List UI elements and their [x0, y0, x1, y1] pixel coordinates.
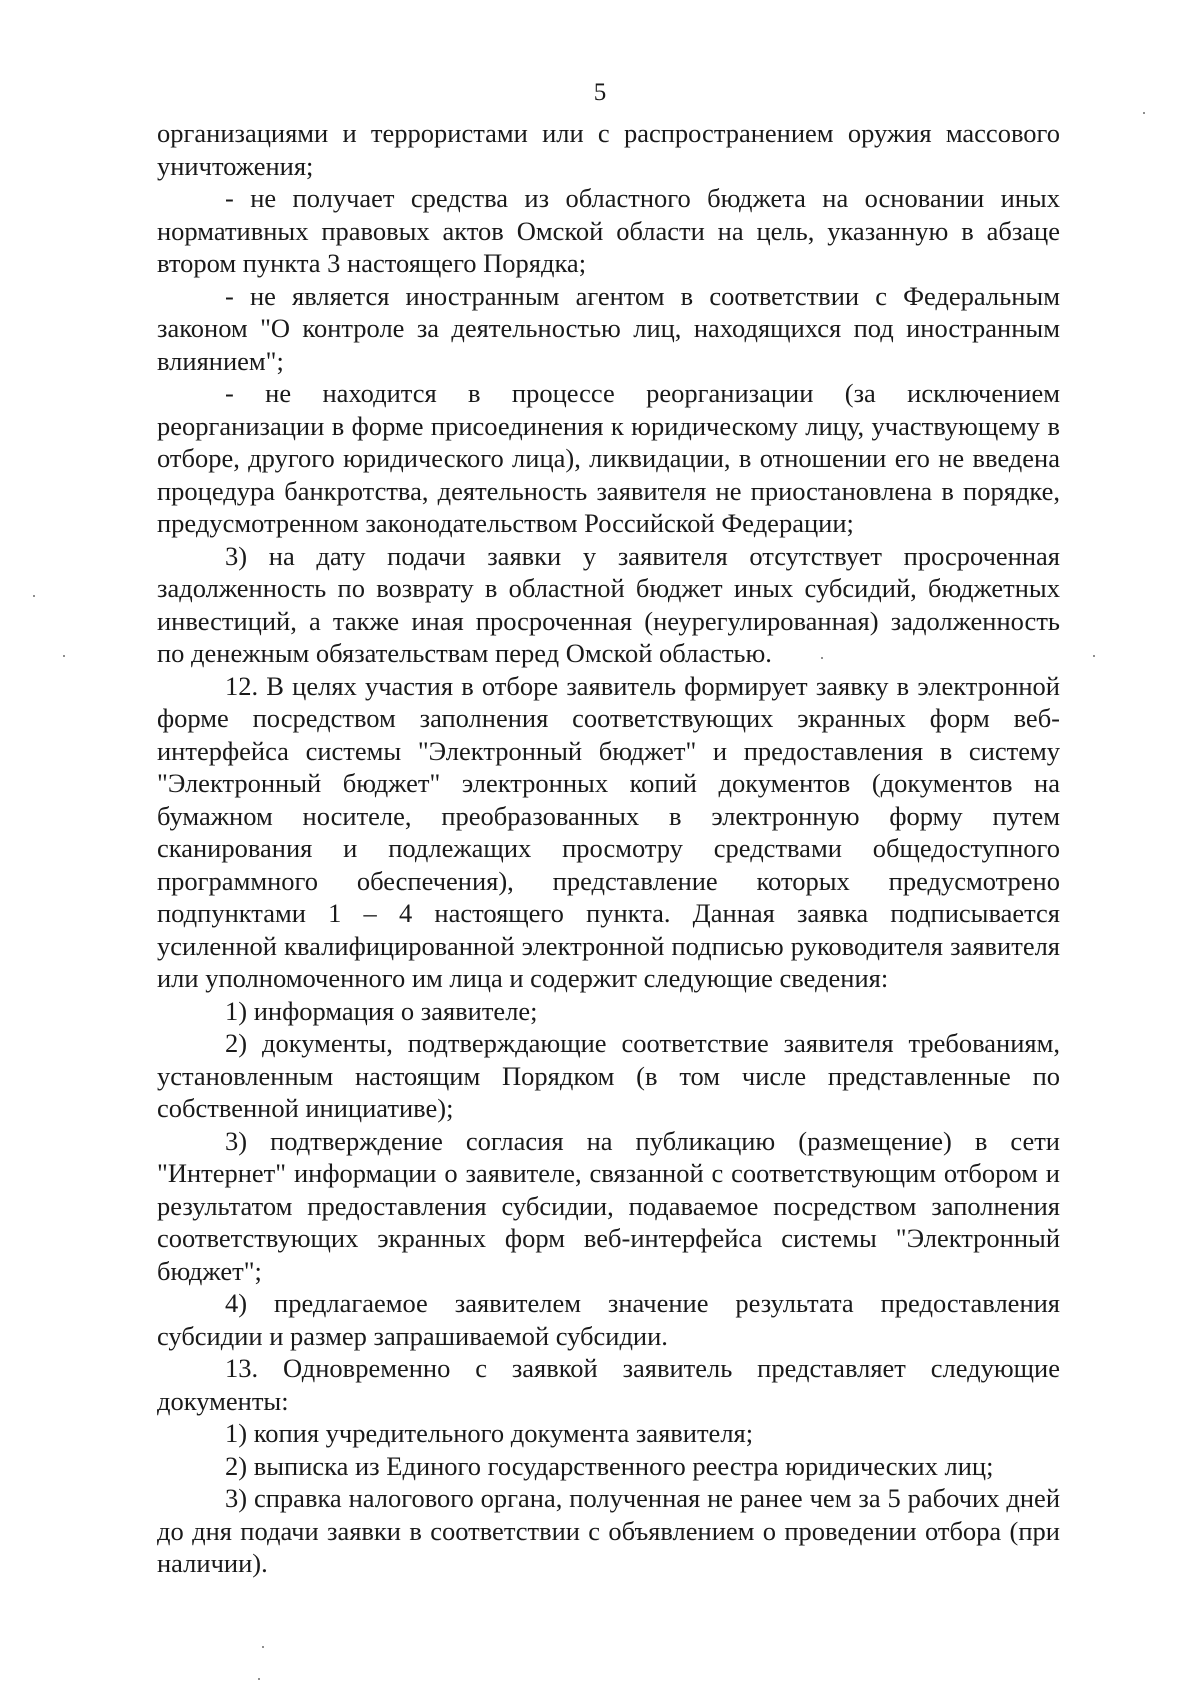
- paragraph-no-overdue-debt: 3) на дату подачи заявки у заявителя отсутствует просроченная задолженность по возврату в областной бюджет иных субсидий, бюджетных инвестиций, а также иная просроченная (неурегулированная) задолженность по денежным обязательствам перед Омской областью.: [157, 540, 1060, 668]
- list-item-applicant-info: 1) информация о заявителе;: [225, 995, 538, 1026]
- list-item-registry-extract: 2) выписка из Единого государственного реестра юридических лиц;: [225, 1450, 994, 1481]
- list-item-tax-certificate: 3) справка налогового органа, полученная не ранее чем за 5 рабочих дней до дня подачи заявки в соответствии с объявлением о проведении отбора (при наличии).: [157, 1483, 1060, 1578]
- scan-speck: [33, 595, 35, 597]
- paragraph-not-reorganization: - не находится в процессе реорганизации (за исключением реорганизации в форме присоединения к юридическому лицу, участвующему в отборе, другого юридического лица), ликвидации, в отношении его не введена процедура банкротства, деятельность заявителя не приостановлена в порядке, предусмотренном законодательством Российской Федерации;: [157, 378, 1060, 538]
- scan-speck: [63, 655, 65, 657]
- scan-speck: [262, 1646, 264, 1648]
- paragraph-continuation: организациями и террористами или с распространением оружия массового уничтожения;: [157, 118, 1060, 181]
- scan-speck: [1093, 655, 1095, 657]
- paragraph-not-foreign-agent: - не является иностранным агентом в соответствии с Федеральным законом "О контроле за деятельностью лиц, находящихся под иностранным влиянием";: [157, 280, 1060, 376]
- scan-speck: [258, 1678, 260, 1680]
- list-item-proposed-result: 4) предлагаемое заявителем значение результата предоставления субсидии и размер запрашиваемой субсидии.: [157, 1288, 1060, 1351]
- list-item-compliance-documents: 2) документы, подтверждающие соответствие заявителя требованиям, установленным настоящим Порядком (в том числе представленные по собственной инициативе);: [157, 1028, 1060, 1123]
- document-body: [157, 117, 1060, 1580]
- page-number: 5: [593, 79, 607, 106]
- scan-speck: [1143, 112, 1145, 114]
- paragraph-no-budget-funds: - не получает средства из областного бюджета на основании иных нормативных правовых актов Омской области на цель, указанную в абзаце втором пункта 3 настоящего Порядка;: [157, 183, 1060, 278]
- list-item-founding-document: 1) копия учредительного документа заявителя;: [225, 1418, 754, 1448]
- paragraph-section-13: 13. Одновременно с заявкой заявитель представляет следующие документы:: [157, 1353, 1060, 1416]
- list-item-publication-consent: 3) подтверждение согласия на публикацию (размещение) в сети "Интернет" информации о заявителе, связанной с соответствующим отбором и результатом предоставления субсидии, подаваемое посредством заполнения соответствующих экранных форм веб-интерфейса системы "Электронный бюджет";: [157, 1125, 1060, 1286]
- paragraph-section-12: 12. В целях участия в отборе заявитель формирует заявку в электронной форме посредством заполнения соответствующих экранных форм веб-интерфейса системы "Электронный бюджет" и предоставления в систему "Электронный бюджет" электронных копий документов (документов на бумажном носителе, преобразованных в электронную форму путем сканирования и подлежащих просмотру средствами общедоступного программного обеспечения), представление которых предусмотрено подпунктами 1 – 4 настоящего пункта. Данная заявка подписывается усиленной квалифицированной электронной подписью руководителя заявителя или уполномоченного им лица и содержит следующие сведения:: [157, 670, 1060, 993]
- scan-speck: [821, 657, 823, 659]
